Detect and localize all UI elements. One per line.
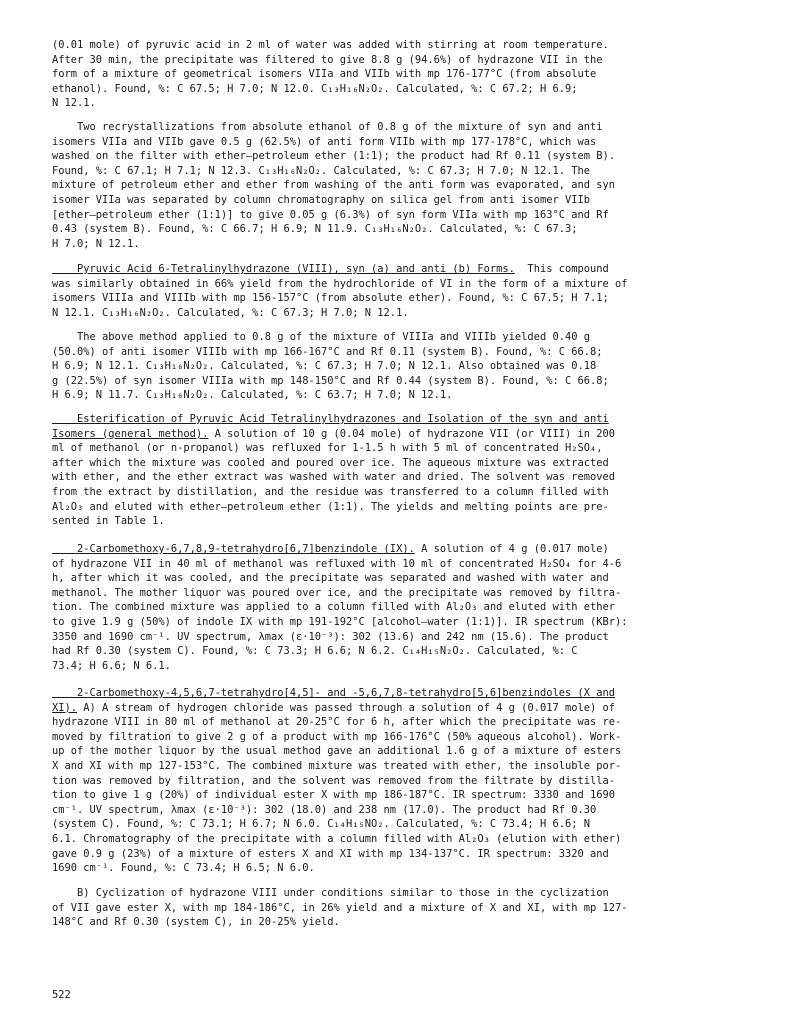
text-line: after which the mixture was cooled and poured over ice. The aqueous mixture was extracted: [52, 456, 609, 469]
text-line: tion was removed by filtration, and the solvent was removed from the filtrate by distilla-: [52, 774, 616, 787]
text-line: from the extract by distillation, and the residue was transferred to a column filled with: [52, 485, 609, 498]
text-line: g (22.5%) of syn isomer VIIIa with mp 148-150°C and Rf 0.44 (system B). Found, %: C 66.8;: [52, 374, 609, 387]
text-line: h, after which it was cooled, and the precipitate was separated and washed with water and: [52, 572, 609, 585]
text-line: [52, 262, 752, 277]
text-line: mixture of petroleum ether and ether from washing of the anti form was evaporated, and syn: [52, 179, 616, 192]
text-line: 3350 and 1690 cm⁻¹. UV spectrum, λmax (ε·10⁻³): 302 (13.6) and 242 nm (15.6). The product: [52, 630, 609, 643]
text-line: hydrazone VIII in 80 ml of methanol at 20-25°C for 6 h, after which the precipitate was re-: [52, 716, 622, 729]
text-line: The above method applied to 0.8 g of the mixture of VIIIa and VIIIb yielded 0.40 g: [52, 331, 590, 343]
text-run: A solution of 10 g (0.04 mole) of hydrazone VII (or VIII) in 200: [208, 427, 616, 440]
paragraph-esterification: [52, 412, 752, 543]
text-line: washed on the filter with ether—petroleum ether (1:1); the product had Rf 0.11 (system B).: [52, 150, 616, 163]
text-line: H 7.0; N 12.1.: [52, 237, 140, 250]
text-line: [ether—petroleum ether (1:1)] to give 0.05 g (6.3%) of syn form VIIa with mp 163°C and Rf: [52, 208, 609, 221]
text-line: H 6.9; N 11.7. C₁₃H₁₆N₂O₂. Calculated, %: C 63.7; H 7.0; N 12.1.: [52, 389, 453, 402]
section-heading: Pyruvic Acid 6-Tetralinylhydrazone (VIII), syn (a) and anti (b) Forms.: [52, 263, 515, 275]
text-line: (0.01 mole) of pyruvic acid in 2 ml of water was added with stirring at room temperature.: [52, 39, 609, 51]
text-line: to give 1.9 g (50%) of indole IX with mp 191-192°C [alcohol—water (1:1)]. IR spectrum (KBr):: [52, 615, 628, 628]
text-line: with ether, and the ether extract was washed with water and dried. The solvent was removed: [52, 471, 616, 484]
text-line: [52, 686, 752, 701]
text-run: This compound: [514, 263, 609, 275]
text-line: [52, 412, 752, 427]
text-line: [52, 542, 752, 557]
section-heading: Esterification of Pyruvic Acid Tetralinylhydrazones and Isolation of the syn and anti: [52, 413, 609, 425]
paragraph-isomer-separation: [52, 330, 752, 403]
text-line: tion to give 1 g (20%) of individual ester X with mp 186-187°C. IR spectrum: 3330 and 1690: [52, 789, 616, 802]
text-line: N 12.1.: [52, 97, 96, 110]
text-line: H 6.9; N 12.1. C₁₃H₁₆N₂O₂. Calculated, %: C 67.3; H 7.0; N 12.1. Also obtained was 0.18: [52, 360, 597, 373]
text-line: 1690 cm⁻¹. Found, %: C 73.4; H 6.5; N 6.0.: [52, 862, 315, 875]
text-run: A) A stream of hydrogen chloride was passed through a solution of 4 g (0.017 mole) of: [77, 701, 616, 714]
text-line: Two recrystallizations from absolute ethanol of 0.8 g of the mixture of syn and anti: [52, 121, 603, 133]
text-line: isomer VIIa was separated by column chromatography on silica gel from anti isomer VIIb: [52, 193, 590, 206]
text-line: X and XI with mp 127-153°C. The combined mixture was treated with ether, the insoluble por-: [52, 759, 622, 772]
text-line: moved by filtration to give 2 g of a product with mp 166-176°C (50% aqueous alcohol). Work-: [52, 730, 622, 743]
paragraph-cyclization-b: [52, 886, 752, 930]
text-run: A solution of 4 g (0.017 mole): [414, 543, 609, 555]
text-line: (system C). Found, %: C 73.1; H 6.7; N 6.0. C₁₄H₁₅NO₂. Calculated, %: C 73.4; H 6.6; N: [52, 818, 590, 831]
text-line: form of a mixture of geometrical isomers VIIa and VIIb with mp 176-177°C (from absolute: [52, 68, 597, 81]
paragraph-compound-ix: [52, 542, 752, 673]
text-line: ethanol). Found, %: C 67.5; H 7.0; N 12.0. C₁₃H₁₆N₂O₂. Calculated, %: C 67.2; H 6.9;: [52, 82, 578, 95]
text-line: tion. The combined mixture was applied to a column filled with Al₂O₃ and eluted with ether: [52, 601, 616, 614]
paragraph-continued-procedure: [52, 38, 752, 111]
page-number: 522: [52, 989, 71, 1001]
text-line: methanol. The mother liquor was poured over ice, and the precipitate was removed by filtra-: [52, 586, 622, 599]
text-line: B) Cyclization of hydrazone VIII under conditions similar to those in the cyclization: [52, 887, 609, 899]
text-line: After 30 min, the precipitate was filtered to give 8.8 g (94.6%) of hydrazone VII in the: [52, 53, 603, 66]
text-line: 6.1. Chromatography of the precipitate with a column filled with Al₂O₃ (elution with ether): [52, 832, 622, 845]
text-line: 148°C and Rf 0.30 (system C), in 20-25% yield.: [52, 916, 340, 929]
text-line: ml of methanol (or n-propanol) was refluxed for 1-1.5 h with 5 ml of concentrated H₂SO₄,: [52, 442, 603, 455]
text-line: had Rf 0.30 (system C). Found, %: C 73.3; H 6.6; N 6.2. C₁₄H₁₅N₂O₂. Calculated, %: C: [52, 645, 578, 658]
paragraph-compounds-x-xi: [52, 686, 752, 876]
paragraph-compound-viii: [52, 262, 752, 320]
text-line: of VII gave ester X, with mp 184-186°C, in 26% yield and a mixture of X and XI, with mp 127-: [52, 901, 628, 914]
text-line: of hydrazone VII in 40 ml of methanol was refluxed with 10 ml of concentrated H₂SO₄ for 4-6: [52, 557, 622, 570]
section-heading: XI).: [52, 701, 78, 714]
text-line: was similarly obtained in 66% yield from the hydrochloride of VI in the form of a mixture of: [52, 277, 628, 290]
text-line: cm⁻¹. UV spectrum, λmax (ε·10⁻³): 302 (18.0) and 238 nm (17.0). The product had Rf 0.30: [52, 803, 597, 816]
text-line: Al₂O₃ and eluted with ether—petroleum ether (1:1). The yields and melting points are pre-: [52, 500, 609, 513]
text-line: 0.43 (system B). Found, %: C 66.7; H 6.9; N 11.9. C₁₃H₁₆N₂O₂. Calculated, %: C 67.3;: [52, 223, 578, 236]
text-line: [52, 427, 752, 442]
text-line: gave 0.9 g (23%) of a mixture of esters X and XI with mp 134-137°C. IR spectrum: 3320 and: [52, 847, 609, 860]
section-heading: 2-Carbomethoxy-6,7,8,9-tetrahydro[6,7]benzindole (IX).: [52, 543, 415, 555]
text-line: [52, 701, 752, 716]
text-line: 73.4; H 6.6; N 6.1.: [52, 659, 171, 672]
text-line: isomers VIIIa and VIIIb with mp 156-157°C (from absolute ether). Found, %: C 67.5; H 7.1;: [52, 292, 609, 305]
section-heading: 2-Carbomethoxy-4,5,6,7-tetrahydro[4,5]- and -5,6,7,8-tetrahydro[5,6]benzindoles (X and: [52, 687, 616, 699]
section-heading: Isomers (general method).: [52, 427, 209, 440]
text-line: sented in Table 1.: [52, 515, 165, 528]
text-line: Found, %: C 67.1; H 7.1; N 12.3. C₁₃H₁₆N₂O₂. Calculated, %: C 67.3; H 7.0; N 12.1. The: [52, 164, 590, 177]
paragraph-recrystallization: [52, 120, 752, 251]
text-line: up of the mother liquor by the usual method gave an additional 1.6 g of a mixture of esters: [52, 745, 622, 758]
text-line: N 12.1. C₁₃H₁₆N₂O₂. Calculated, %: C 67.3; H 7.0; N 12.1.: [52, 306, 409, 319]
text-line: isomers VIIa and VIIb gave 0.5 g (62.5%) of anti form VIIb with mp 177-178°C, which was: [52, 135, 597, 148]
text-line: (50.0%) of anti isomer VIIIb with mp 166-167°C and Rf 0.11 (system B). Found, %: C 66.8;: [52, 345, 603, 358]
